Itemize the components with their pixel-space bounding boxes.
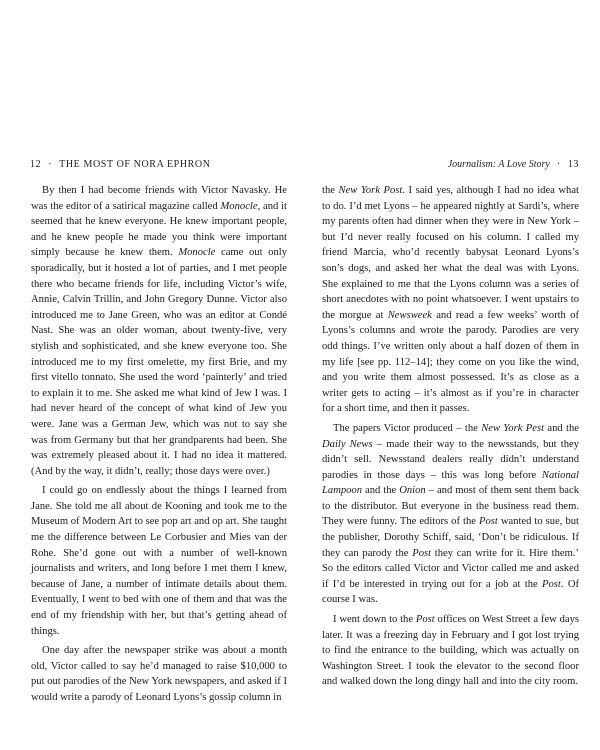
text-run: came out only sporadically, but it hosted a lot of parties, and I met people there who became friends for life, including Victor’s wife, Annie, Calvin Trillin, and John Gregory Dunne. Victor also introduced me to Jane Green, who was an editor at Condé Nast. She was an older woman, about twenty-five, very stylish and sophisticated, and she knew everyone too. She introduced me to my first omelette, my first Brie, and my first vitello tonnato. She used the word ‘painterly’ and tried to explain it to me. She asked me what kind of Jew I was. I had never heard of the concept of what kind of Jew you were. Jane was a German Jew, which was not to say she was from Germany but that her grandparents had been. She was extremely pleased about it. I had no idea it mattered. (And by the way, it didn’t, really; those days were over.) [31,247,288,477]
left-running-head [30,159,211,170]
text-run: they can write for it. Hire them.’ So the editors called Victor and Victor called me and asked if I’d be interested in trying out for a job at the [322,547,579,590]
italic-run: Monocle [220,200,258,212]
book-title: THE MOST OF NORA EPHRON [59,159,211,170]
text-run: , and it seemed that he knew everyone. He knew important people, and he knew people he made you think were important simply because he knew them. [31,200,287,259]
italic-run: National Lampoon [322,469,579,497]
paragraph [322,612,579,690]
text-run: and the [544,422,579,434]
text-run: – made their way to the newsstands, but they didn’t sell. Newsstand dealers really didn’t understand parodies in those days – this was long before [322,438,579,481]
right-page [300,0,600,750]
paragraph [31,483,287,639]
right-page-number: 13 [567,159,579,170]
italic-run: Onion [399,485,426,497]
paragraph [322,183,579,417]
text-run: and the [362,485,400,497]
italic-run: Monocle [178,247,216,259]
text-run: and read a few weeks’ worth of Lyons’s columns and wrote the parody. Parodies are very odd things. I’ve written only about a half dozen of them in my life [see pp. 112–14]; they come on you like the wind, and you write them almost possessed. It’s as close as a writer gets to acting – it’s almost as if you’re in character for a short time, and then it passes. [322,309,580,415]
paragraph [31,183,287,479]
text-run: By then I had become friends with Victor Navasky. He was the editor of a satirical magazine called [31,185,287,212]
right-running-head [448,159,579,170]
left-page-number: 12 [30,159,42,170]
header-separator: · [556,159,561,170]
left-page-body [31,183,287,706]
italic-run: Post [412,547,432,559]
text-run: The papers Victor produced – the [333,422,482,434]
header-separator: · [48,159,53,170]
italic-run: Post [415,614,435,626]
text-run: . I said yes, although I had no idea what to do. I’d met Lyons – he appeared nightly at Sardi’s, where my parents often had dinner when they were in New York – but I’d never really focused on his column. I called my friend Marcia, who’d recently babysat Leonard Lyons’s son’s dogs, and asked her what the deal was with Lyons. She explained to me that the Lyons column was a series of short anecdotes with no point whatsoever. I went upstairs to the morgue at [322,185,579,321]
italic-run: New York Pest [481,422,545,434]
text-run: One day after the newspaper strike was about a month old, Victor called to say he’d managed to raise $10,000 to put out parodies of the New York newspapers, and asked if I would write a parody of Leonard Lyons’s gossip column in [31,645,287,703]
text-run: – and most of them sent them back to the distributor. But everyone in the business read them. They were funny. The editors of the [322,485,579,528]
italic-run: Newsweek [387,309,432,321]
text-run: wanted to sue, but the publisher, Dorothy Schiff, said, ‘Don’t be ridiculous. If they can parody the [322,516,579,559]
text-run: the [322,185,339,196]
text-run: I could go on endlessly about the things I learned from Jane. She told me all about de Kooning and took me to the Museum of Modern Art to see pop art and op art. She taught me the difference between Le Corbusier and Mies van der Rohe. She’d gone out with a number of well-known journalists and writers, and long before I met them I knew, because of Jane, a number of intimate details about them. Eventually, I went to bed with one of them and that was the end of my friendship with her, but that’s getting ahead of things. [31,485,287,637]
text-run: offices on West Street a few days later. It was a freezing day in February and I got lost trying to find the entrance to the building, which was actually on Washington Street. I took the elevator to the second floor and walked down the long dingy hall and into the city room. [322,614,580,688]
italic-run: Daily News [322,438,373,450]
italic-run: New York Post [338,185,403,196]
italic-run: Post [478,516,498,528]
chapter-title: Journalism: A Love Story [447,159,550,170]
text-run: . Of course I was. [322,578,579,606]
paragraph [31,643,287,705]
right-page-body [322,183,579,690]
italic-run: Post [542,578,561,590]
paragraph [322,421,579,608]
text-run: I went down to the [333,614,416,626]
